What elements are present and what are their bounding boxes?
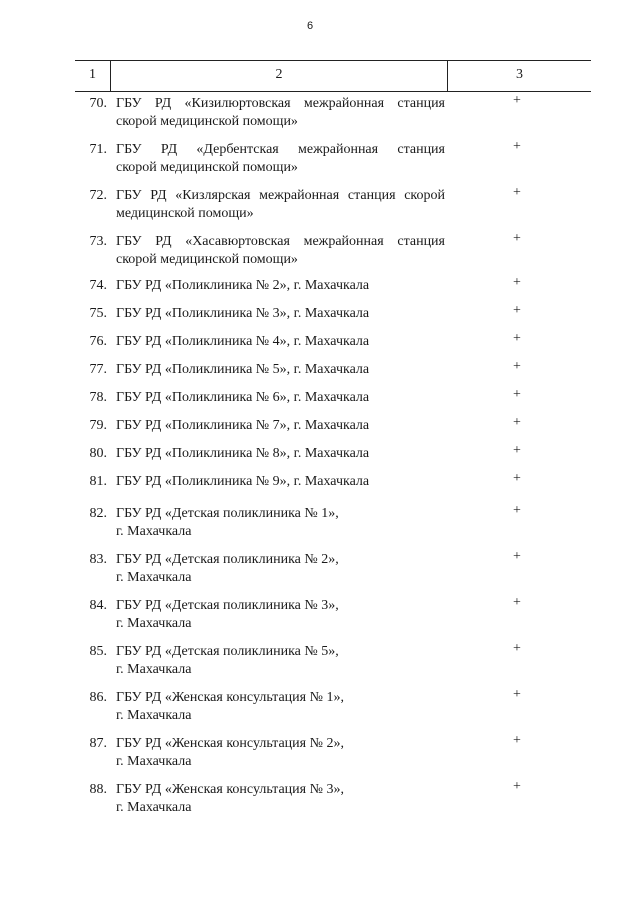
row-number: 86. <box>89 690 107 705</box>
row-number: 82. <box>89 506 107 521</box>
organization-name-line: ГБУ РД «Поликлиника № 2», г. Махачкала <box>116 278 370 293</box>
plus-mark: + <box>513 415 521 430</box>
organization-name <box>116 233 445 269</box>
organization-name <box>116 781 445 817</box>
organization-name-line: г. Махачкала <box>116 708 192 723</box>
row-number: 76. <box>89 334 107 349</box>
organization-name-line: ГБУ РД «Поликлиника № 3», г. Махачкала <box>116 306 370 321</box>
row-number: 87. <box>89 736 107 751</box>
page-number: 6 <box>306 20 314 32</box>
plus-mark: + <box>513 93 521 108</box>
organization-name-line: ГБУ РД «Кизилюртовская межрайонная станция <box>116 96 445 111</box>
plus-mark: + <box>513 779 521 794</box>
row-number: 80. <box>89 446 107 461</box>
row-number: 75. <box>89 306 107 321</box>
organization-name <box>116 417 445 435</box>
row-number: 70. <box>89 96 107 111</box>
organization-name-line: ГБУ РД «Поликлиника № 8», г. Махачкала <box>116 446 370 461</box>
organization-name <box>116 277 445 295</box>
row-number: 85. <box>89 644 107 659</box>
organization-name-line: ГБУ РД «Дербентская межрайонная станция <box>116 142 445 157</box>
plus-mark: + <box>513 231 521 246</box>
plus-mark: + <box>513 443 521 458</box>
organization-name <box>116 551 445 587</box>
plus-mark: + <box>513 641 521 656</box>
organization-name-line: скорой медицинской помощи» <box>116 252 298 267</box>
organization-name-line: ГБУ РД «Детская поликлиника № 2», <box>116 552 339 567</box>
header-col-2: 2 <box>275 67 283 82</box>
organization-name <box>116 361 445 379</box>
header-col-1: 1 <box>89 67 96 82</box>
organization-name <box>116 305 445 323</box>
plus-mark: + <box>513 185 521 200</box>
plus-mark: + <box>513 139 521 154</box>
organization-name-line: ГБУ РД «Поликлиника № 5», г. Махачкала <box>116 362 370 377</box>
organization-name-line: ГБУ РД «Кизлярская межрайонная станция скорой <box>116 188 445 203</box>
row-number: 83. <box>89 552 107 567</box>
header-col-3: 3 <box>516 67 523 82</box>
organization-name <box>116 505 445 541</box>
table-header <box>75 60 591 92</box>
plus-mark: + <box>513 733 521 748</box>
organization-name <box>116 141 445 177</box>
row-number: 72. <box>89 188 107 203</box>
organization-name-line: скорой медицинской помощи» <box>116 160 298 175</box>
plus-mark: + <box>513 387 521 402</box>
plus-mark: + <box>513 275 521 290</box>
plus-mark: + <box>513 471 521 486</box>
organization-name-line: г. Махачкала <box>116 800 192 815</box>
row-number: 84. <box>89 598 107 613</box>
organization-name-line: ГБУ РД «Женская консультация № 3», <box>116 782 344 797</box>
organization-name-line: ГБУ РД «Поликлиника № 6», г. Махачкала <box>116 390 370 405</box>
plus-mark: + <box>513 687 521 702</box>
row-number: 73. <box>89 234 107 249</box>
organization-name-line: скорой медицинской помощи» <box>116 114 298 129</box>
organization-name <box>116 445 445 463</box>
organization-name-line: ГБУ РД «Детская поликлиника № 5», <box>116 644 339 659</box>
row-number: 88. <box>89 782 107 797</box>
organization-name <box>116 473 445 491</box>
organization-name-line: ГБУ РД «Детская поликлиника № 3», <box>116 598 339 613</box>
plus-mark: + <box>513 359 521 374</box>
organization-name-line: ГБУ РД «Поликлиника № 4», г. Махачкала <box>116 334 370 349</box>
organization-name-line: ГБУ РД «Детская поликлиника № 1», <box>116 506 339 521</box>
organization-name-line: г. Махачкала <box>116 662 192 677</box>
organization-name-line: г. Махачкала <box>116 754 192 769</box>
row-number: 71. <box>89 142 107 157</box>
row-number: 74. <box>89 278 107 293</box>
organization-name <box>116 597 445 633</box>
organization-name-line: медицинской помощи» <box>116 206 254 221</box>
plus-mark: + <box>513 503 521 518</box>
organization-name <box>116 95 445 131</box>
organization-name-line: г. Махачкала <box>116 616 192 631</box>
row-number: 79. <box>89 418 107 433</box>
row-number: 81. <box>89 474 107 489</box>
organization-name-line: ГБУ РД «Хасавюртовская межрайонная станция <box>116 234 445 249</box>
organization-name <box>116 643 445 679</box>
organization-name-line: ГБУ РД «Женская консультация № 1», <box>116 690 344 705</box>
row-number: 77. <box>89 362 107 377</box>
organization-name-line: ГБУ РД «Женская консультация № 2», <box>116 736 344 751</box>
plus-mark: + <box>513 595 521 610</box>
organization-name <box>116 187 445 223</box>
plus-mark: + <box>513 303 521 318</box>
organization-name-line: ГБУ РД «Поликлиника № 7», г. Махачкала <box>116 418 370 433</box>
organization-name-line: г. Махачкала <box>116 570 192 585</box>
row-number: 78. <box>89 390 107 405</box>
plus-mark: + <box>513 331 521 346</box>
organization-name <box>116 735 445 771</box>
organization-name <box>116 689 445 725</box>
organization-name <box>116 389 445 407</box>
organization-name-line: г. Махачкала <box>116 524 192 539</box>
plus-mark: + <box>513 549 521 564</box>
organization-name <box>116 333 445 351</box>
organization-name-line: ГБУ РД «Поликлиника № 9», г. Махачкала <box>116 474 370 489</box>
